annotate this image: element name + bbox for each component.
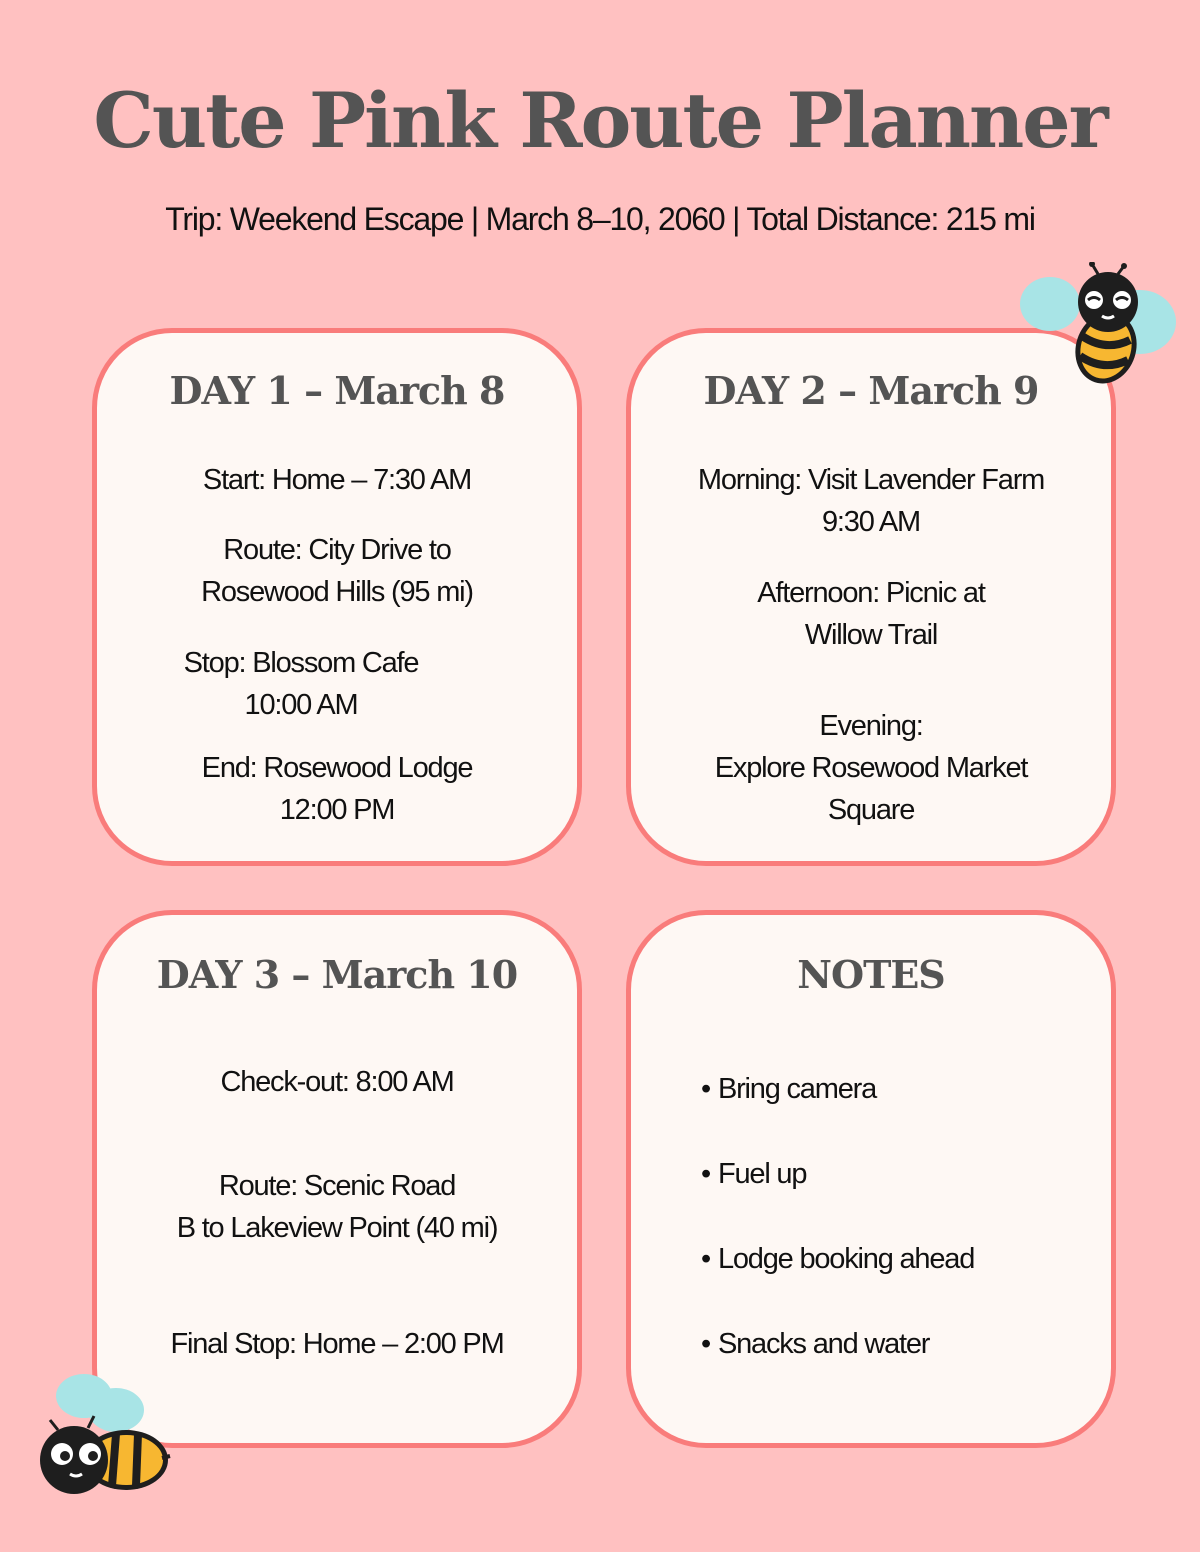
day1-title: DAY 1 – March 8 [169,368,505,413]
bee-icon [1012,262,1182,390]
day3-route-line2: B to Lakeview Point (40 mi) [176,1212,498,1244]
day3-route-line1: Route: Scenic Road [218,1170,456,1202]
day1-end [97,747,577,831]
notes-title: NOTES [797,952,945,997]
day2-title: DAY 2 – March 9 [703,368,1039,413]
day1-start-text: Start: Home – 7:30 AM [202,464,472,496]
bullet-icon: • [701,1328,710,1360]
day3-final-text: Final Stop: Home – 2:00 PM [170,1328,504,1360]
day2-evening-line1: Evening: [819,710,923,742]
bullet-icon: • [701,1158,710,1190]
note-text: Bring camera [717,1073,877,1105]
day2-morning [631,459,1111,543]
day3-checkout [97,1061,577,1103]
day3-route [97,1165,577,1249]
day3-title: DAY 3 – March 10 [156,952,518,997]
day1-stop-line1: Stop: Blossom Cafe [183,647,419,679]
day3-checkout-text: Check-out: 8:00 AM [220,1066,454,1098]
day1-start [97,459,577,501]
day1-route-line2: Rosewood Hills (95 mi) [201,576,473,608]
day3-final [97,1323,577,1365]
note-text: Fuel up [717,1158,807,1190]
page-title: Cute Pink Route Planner [93,76,1107,165]
day1-end-line1: End: Rosewood Lodge [201,752,473,784]
day1-stop-line2: 10:00 AM [244,689,358,721]
day2-evening-line2: Explore Rosewood Market [714,752,1028,784]
day1-stop [61,642,541,726]
day1-route [97,529,577,613]
note-item [701,1324,929,1364]
bee-icon [34,1372,176,1498]
bullet-icon: • [701,1243,710,1275]
day1-end-line2: 12:00 PM [279,794,395,826]
day2-evening-line3: Square [827,794,915,826]
day2-afternoon-line2: Willow Trail [804,619,938,651]
day1-card [92,328,582,866]
day1-route-line1: Route: City Drive to [223,534,451,566]
bullet-icon: • [701,1073,710,1105]
trip-summary: Trip: Weekend Escape | March 8–10, 2060 | Total Distance: 215 mi [165,201,1035,237]
day2-afternoon-line1: Afternoon: Picnic at [757,577,985,609]
day2-evening [631,705,1111,831]
note-item [701,1154,806,1194]
notes-card [626,910,1116,1448]
note-item [701,1069,876,1109]
day2-card [626,328,1116,866]
day2-morning-line2: 9:30 AM [822,506,920,538]
note-item [701,1239,974,1279]
note-text: Lodge booking ahead [717,1243,975,1275]
day3-card [92,910,582,1448]
day2-morning-line1: Morning: Visit Lavender Farm [697,464,1045,496]
day2-afternoon [631,572,1111,656]
note-text: Snacks and water [717,1328,930,1360]
